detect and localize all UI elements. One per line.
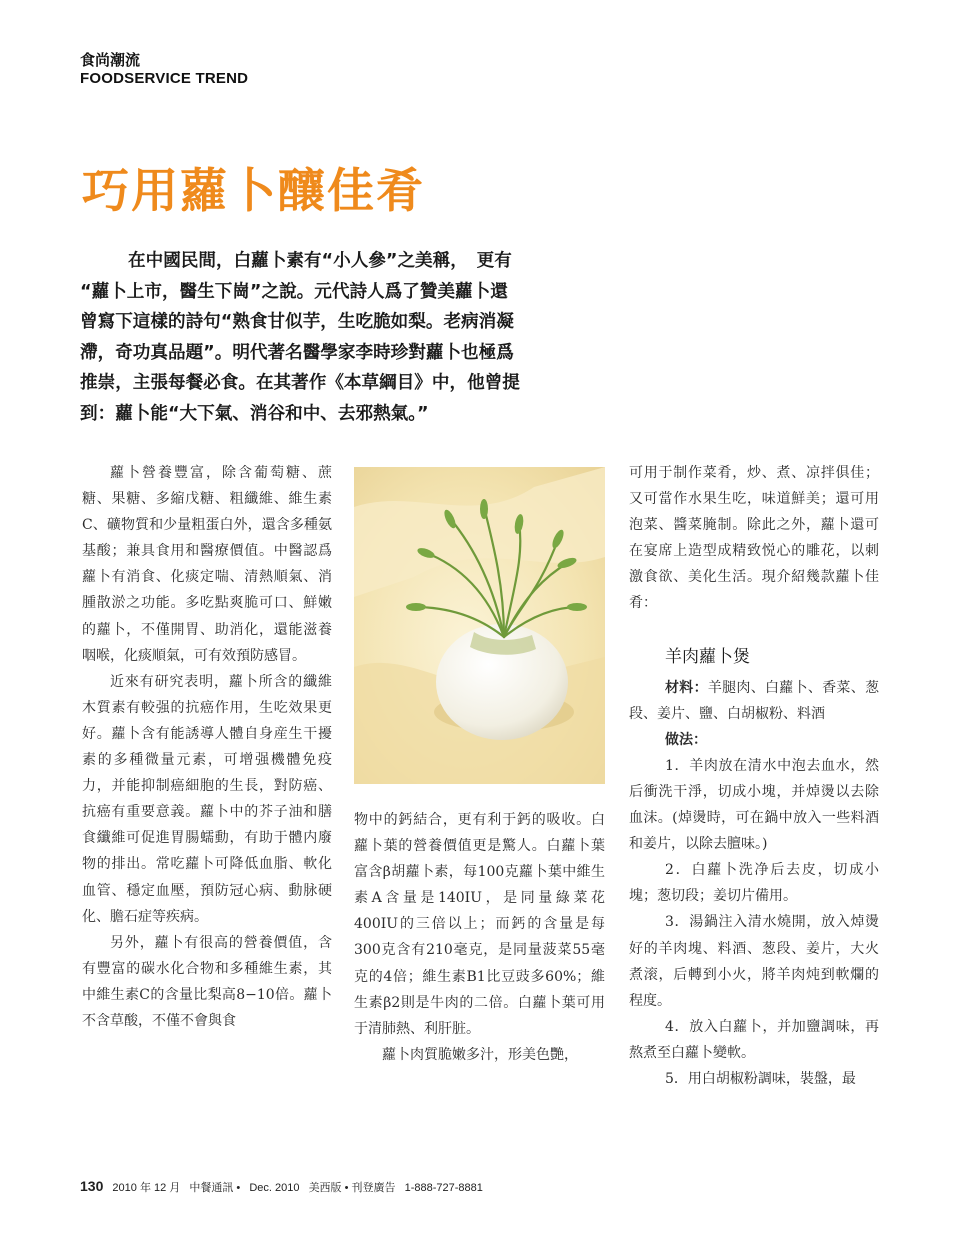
recipe-step: 3．湯鍋注入清水燒開，放入焯燙好的羊肉塊、料酒、葱段、姜片，大火煮滚，后轉到小火，將羊肉炖到軟爛的程度。 bbox=[629, 914, 879, 1009]
body-column-1 bbox=[82, 460, 332, 1034]
body-paragraph: 另外，蘿卜有很高的營養價值，含有豐富的碳水化合物和多種維生素，其中維生素C的含量比梨高8−10倍。蘿卜不含草酸，不僅不會與食 bbox=[82, 934, 332, 1029]
body-paragraph: 蘿卜營養豐富，除含葡萄糖、蔗糖、果糖、多縮戊糖、粗纖維、維生素C、礦物質和少量粗蛋白外，還含多種氨基酸；兼具食用和醫療價值。中醫認爲蘿卜有消食、化痰定喘、清熱順氣、消腫散淤之功能。多吃點爽脆可口、鮮嫩的蘿卜，不僅開胃、助消化，還能滋養咽喉，化痰順氣，可有效預防感冒。 bbox=[82, 465, 332, 664]
recipe-step: 1．羊肉放在清水中泡去血水，然后衝洗干淨，切成小塊，并焯燙以去除血沫。(焯燙時，可在鍋中放入一些料酒和姜片，以除去膻味。) bbox=[629, 757, 879, 853]
lead-paragraph bbox=[80, 246, 604, 429]
lead-line: 曾寫下這樣的詩句“熟食甘似芋，生吃脆如梨。老病消凝 bbox=[80, 312, 514, 332]
lead-line: 推崇，主張每餐必食。在其著作《本草綱目》中，他曾提 bbox=[80, 373, 520, 393]
recipe-step: 2．白蘿卜洗净后去皮，切成小塊；葱切段；姜切片備用。 bbox=[629, 862, 879, 905]
radish-illustration bbox=[354, 467, 605, 784]
footer-date-zh: 2010 年 12 月 bbox=[112, 1182, 181, 1194]
footer-edition: 美西版 • 刊登廣告 bbox=[308, 1182, 396, 1194]
lead-line: 到：蘿卜能“大下氣、消谷和中、去邪熱氣。” bbox=[80, 403, 429, 424]
recipe-step: 5．用白胡椒粉調味，裝盤，最 bbox=[665, 1070, 856, 1087]
body-paragraph: 物中的鈣結合，更有利于鈣的吸收。白蘿卜葉的營養價值更是驚人。白蘿卜葉富含β胡蘿卜素，每100克蘿卜葉中維生素A含量是140IU，是同量綠菜花400IU的三倍以上；而鈣的含量是每300克含有210毫克，是同量菠菜55毫克的4倍；維生素B1比豆豉多60%；維生素β2則是牛肉的二倍。白蘿卜葉可用于清肺熱、利肝脏。 bbox=[354, 812, 605, 1037]
radish-photo bbox=[354, 467, 605, 784]
section-label-en: FOODSERVICE TREND bbox=[80, 70, 249, 87]
footer-phone: 1-888-727-8881 bbox=[404, 1182, 483, 1194]
footer-date-en: Dec. 2010 bbox=[249, 1182, 300, 1194]
page-number: 130 bbox=[80, 1178, 104, 1194]
page-footer bbox=[80, 1178, 489, 1195]
body-paragraph: 可用于制作菜肴，炒、煮、凉拌俱佳；又可當作水果生吃，味道鮮美；還可用泡菜、醬菜腌制。除此之外，蘿卜還可在宴席上造型成精致悦心的雕花，以刺激食欲、美化生活。現介紹幾款蘿卜佳肴： bbox=[629, 465, 879, 612]
body-paragraph: 蘿卜肉質脆嫩多汁，形美色艷， bbox=[382, 1046, 578, 1063]
recipe-ingredients bbox=[629, 675, 879, 727]
section-label-zh: 食尚潮流 bbox=[80, 51, 141, 69]
footer-magazine: 中餐通訊 • bbox=[189, 1182, 241, 1194]
ingredients-label: 材料： bbox=[665, 679, 708, 696]
lead-line: 滯，奇功真品題”。明代著名醫學家李時珍對蘿卜也極爲 bbox=[80, 342, 514, 363]
recipe-step: 4．放入白蘿卜，并加鹽調味，再熬煮至白蘿卜變軟。 bbox=[629, 1018, 879, 1061]
ingredients-text: 羊腿肉、白蘿卜、香菜、葱段、姜片、鹽、白胡椒粉、料酒 bbox=[629, 679, 880, 722]
lead-line: “蘿卜上市，醫生下崗”之說。元代詩人爲了贊美蘿卜還 bbox=[80, 281, 508, 302]
body-column-2 bbox=[354, 807, 605, 1068]
recipe-method-label: 做法： bbox=[665, 731, 707, 748]
body-paragraph: 近來有研究表明，蘿卜所含的纖維木質素有較强的抗癌作用，生吃效果更好。蘿卜含有能誘導人體自身産生干擾素的多種微量元素，可增强機體免疫力，并能抑制癌細胞的生長，對防癌、抗癌有重要意義。蘿卜中的芥子油和膳食纖維可促進胃腸蠕動，有助于體内廢物的排出。常吃蘿卜可降低血脂、軟化血管、穩定血壓，預防冠心病、動脉硬化、膽石症等疾病。 bbox=[82, 673, 332, 925]
recipe-title: 羊肉蘿卜煲 bbox=[665, 646, 750, 667]
lead-line: 在中國民間，白蘿卜素有“小人參”之美稱， 更有 bbox=[128, 251, 512, 271]
body-column-3 bbox=[629, 460, 879, 1092]
article-title: 巧用蘿卜釀佳肴 bbox=[82, 164, 425, 219]
